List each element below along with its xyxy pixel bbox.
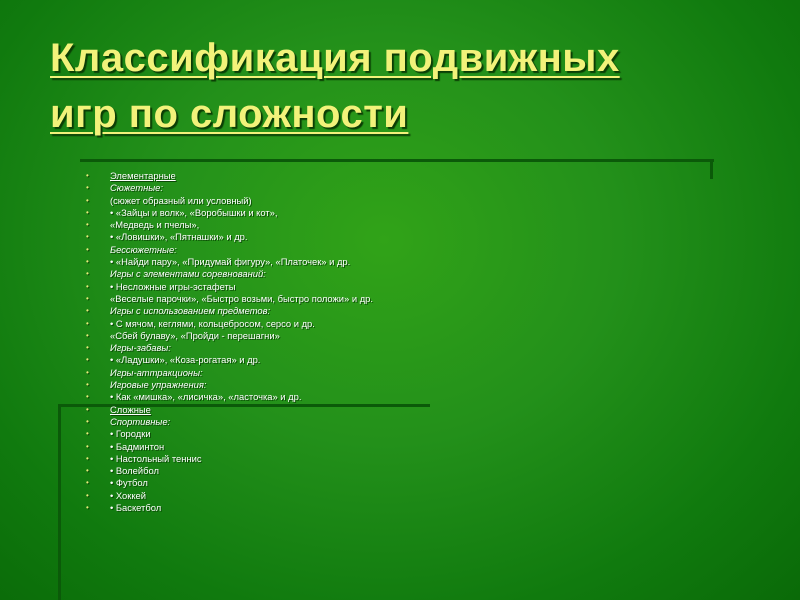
list-item: • • Бадминтон bbox=[86, 441, 373, 453]
list-item: • «Сбей булаву», «Пройди - перешагни» bbox=[86, 330, 373, 342]
list-item: • • «Ладушки», «Коза-рогатая» и др. bbox=[86, 354, 373, 366]
list-item: • Сложные bbox=[86, 404, 373, 416]
list-item: • • Футбол bbox=[86, 477, 373, 489]
list-item: • • Волейбол bbox=[86, 465, 373, 477]
list-item: • Сюжетные: bbox=[86, 182, 373, 194]
slide-title-line-2: игр по сложности bbox=[50, 92, 409, 136]
list-item: • • «Найди пару», «Придумай фигуру», «Платочек» и др. bbox=[86, 256, 373, 268]
list-item: • • Настольный теннис bbox=[86, 453, 373, 465]
list-item: • • Как «мишка», «лисичка», «ласточка» и др. bbox=[86, 391, 373, 403]
list-item: • «Медведь и пчелы», bbox=[86, 219, 373, 231]
list-item: • • Хоккей bbox=[86, 490, 373, 502]
list-item: • Игры-аттракционы: bbox=[86, 367, 373, 379]
list-item: • • Городки bbox=[86, 428, 373, 440]
list-item: • (сюжет образный или условный) bbox=[86, 195, 373, 207]
list-item: • «Веселые парочки», «Быстро возьми, быстро положи» и др. bbox=[86, 293, 373, 305]
list-item: • • Несложные игры-эстафеты bbox=[86, 281, 373, 293]
list-item: • Игры-забавы: bbox=[86, 342, 373, 354]
decorative-line-top-end bbox=[710, 159, 713, 179]
list-item: • • Баскетбол bbox=[86, 502, 373, 514]
list-item: • Игровые упражнения: bbox=[86, 379, 373, 391]
slide-title-line-1: Классификация подвижных bbox=[50, 36, 620, 80]
list-item: • Элементарные bbox=[86, 170, 373, 182]
decorative-line-left bbox=[58, 404, 61, 600]
list-item: • • «Зайцы и волк», «Воробышки и кот», bbox=[86, 207, 373, 219]
classification-list bbox=[86, 170, 373, 514]
list-item: • Игры с использованием предметов: bbox=[86, 305, 373, 317]
list-item: • Бессюжетные: bbox=[86, 244, 373, 256]
list-item: • Спортивные: bbox=[86, 416, 373, 428]
list-item: • Игры с элементами соревнований: bbox=[86, 268, 373, 280]
decorative-line-top bbox=[80, 159, 714, 162]
list-item: • • С мячом, кеглями, кольцебросом, серсо и др. bbox=[86, 318, 373, 330]
slide-title bbox=[50, 30, 750, 142]
list-item: • • «Ловишки», «Пятнашки» и др. bbox=[86, 231, 373, 243]
